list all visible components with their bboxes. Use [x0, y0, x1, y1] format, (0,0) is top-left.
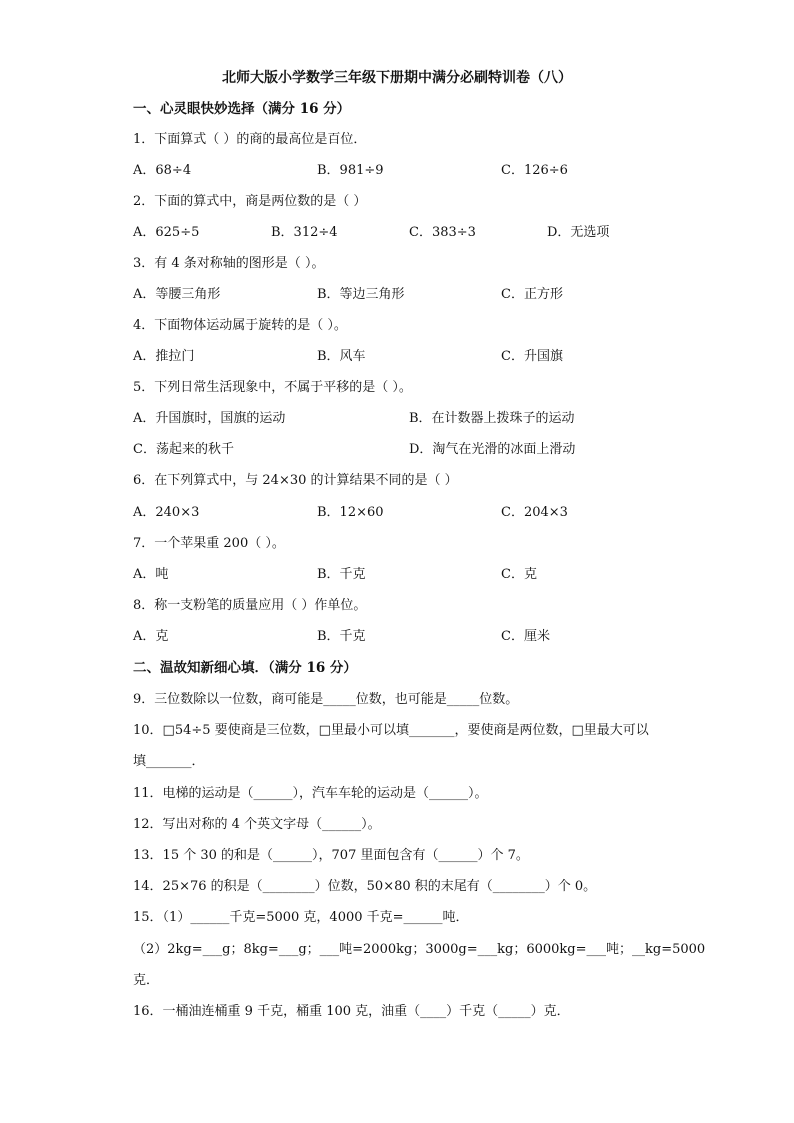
question-11: 11．电梯的运动是（______），汽车车轮的运动是（______）。: [133, 786, 488, 801]
page-title: 北师大版小学数学三年级下册期中满分必刷特训卷（八）: [222, 70, 572, 86]
q2-option-c: C．383÷3: [409, 225, 476, 240]
question-7: 7．一个苹果重 200（ ）。: [133, 536, 285, 551]
question-15-part-2: （2）2kg=___g；8kg=___g；___吨=2000kg；3000g=___kg；6000kg=___吨；__kg=5000: [133, 942, 706, 957]
q2-option-d: D．无选项: [547, 225, 610, 240]
question-10-line-1: 10．□54÷5 要使商是三位数，□里最小可以填_______，要使商是两位数，□里最大可以: [133, 723, 649, 738]
q2-option-a: A．625÷5: [133, 225, 200, 240]
question-3: 3．有 4 条对称轴的图形是（ ）。: [133, 256, 325, 271]
question-16: 16．一桶油连桶重 9 千克，桶重 100 克，油重（____）千克（_____）克．: [133, 1004, 570, 1019]
question-10-line-2: 填_______．: [133, 754, 205, 769]
section-1-heading: 一、心灵眼快妙选择（满分 16 分）: [133, 101, 351, 117]
q5-option-d: D．淘气在光滑的冰面上滑动: [409, 442, 576, 457]
question-6: 6．在下列算式中，与 24×30 的计算结果不同的是（ ）: [133, 473, 458, 488]
q3-option-c: C．正方形: [501, 287, 563, 302]
question-1: 1．下面算式（ ）的商的最高位是百位．: [133, 132, 367, 147]
question-8: 8．称一支粉笔的质量应用（ ）作单位。: [133, 598, 367, 613]
q6-option-c: C．204×3: [501, 505, 568, 520]
question-4: 4．下面物体运动属于旋转的是（ ）。: [133, 318, 347, 333]
question-5: 5．下列日常生活现象中，不属于平移的是（ ）。: [133, 380, 412, 395]
question-12: 12．写出对称的 4 个英文字母（______）。: [133, 817, 381, 832]
q4-option-a: A．推拉门: [133, 349, 195, 364]
q4-option-c: C．升国旗: [501, 349, 563, 364]
q8-option-b: B．千克: [317, 629, 366, 644]
q5-option-c: C．荡起来的秋千: [133, 442, 234, 457]
q6-option-a: A．240×3: [133, 505, 200, 520]
q5-option-b: B．在计数器上拨珠子的运动: [409, 411, 575, 426]
question-13: 13．15 个 30 的和是（______），707 里面包含有（______）个 7。: [133, 848, 529, 863]
q4-option-b: B．风车: [317, 349, 366, 364]
question-9: 9．三位数除以一位数，商可能是_____位数，也可能是_____位数。: [133, 692, 519, 707]
q3-option-b: B．等边三角形: [317, 287, 405, 302]
q2-option-b: B．312÷4: [271, 225, 338, 240]
q1-option-a: A．68÷4: [133, 163, 192, 178]
q8-option-c: C．厘米: [501, 629, 550, 644]
q7-option-c: C．克: [501, 567, 537, 582]
q5-option-a: A．升国旗时，国旗的运动: [133, 411, 286, 426]
section-2-heading: 二、温故知新细心填．（满分 16 分）: [133, 660, 357, 676]
q7-option-b: B．千克: [317, 567, 366, 582]
q8-option-a: A．克: [133, 629, 169, 644]
question-15-part-1: 15．（1）______千克=5000 克，4000 千克=______吨．: [133, 910, 469, 925]
question-15-part-2-cont: 克．: [133, 973, 160, 988]
q6-option-b: B．12×60: [317, 505, 384, 520]
question-14: 14．25×76 的积是（________）位数，50×80 积的末尾有（________）个 0。: [133, 879, 597, 894]
q1-option-b: B．981÷9: [317, 163, 384, 178]
q1-option-c: C．126÷6: [501, 163, 568, 178]
q3-option-a: A．等腰三角形: [133, 287, 221, 302]
question-2: 2．下面的算式中，商是两位数的是（ ）: [133, 194, 367, 209]
q7-option-a: A．吨: [133, 567, 169, 582]
